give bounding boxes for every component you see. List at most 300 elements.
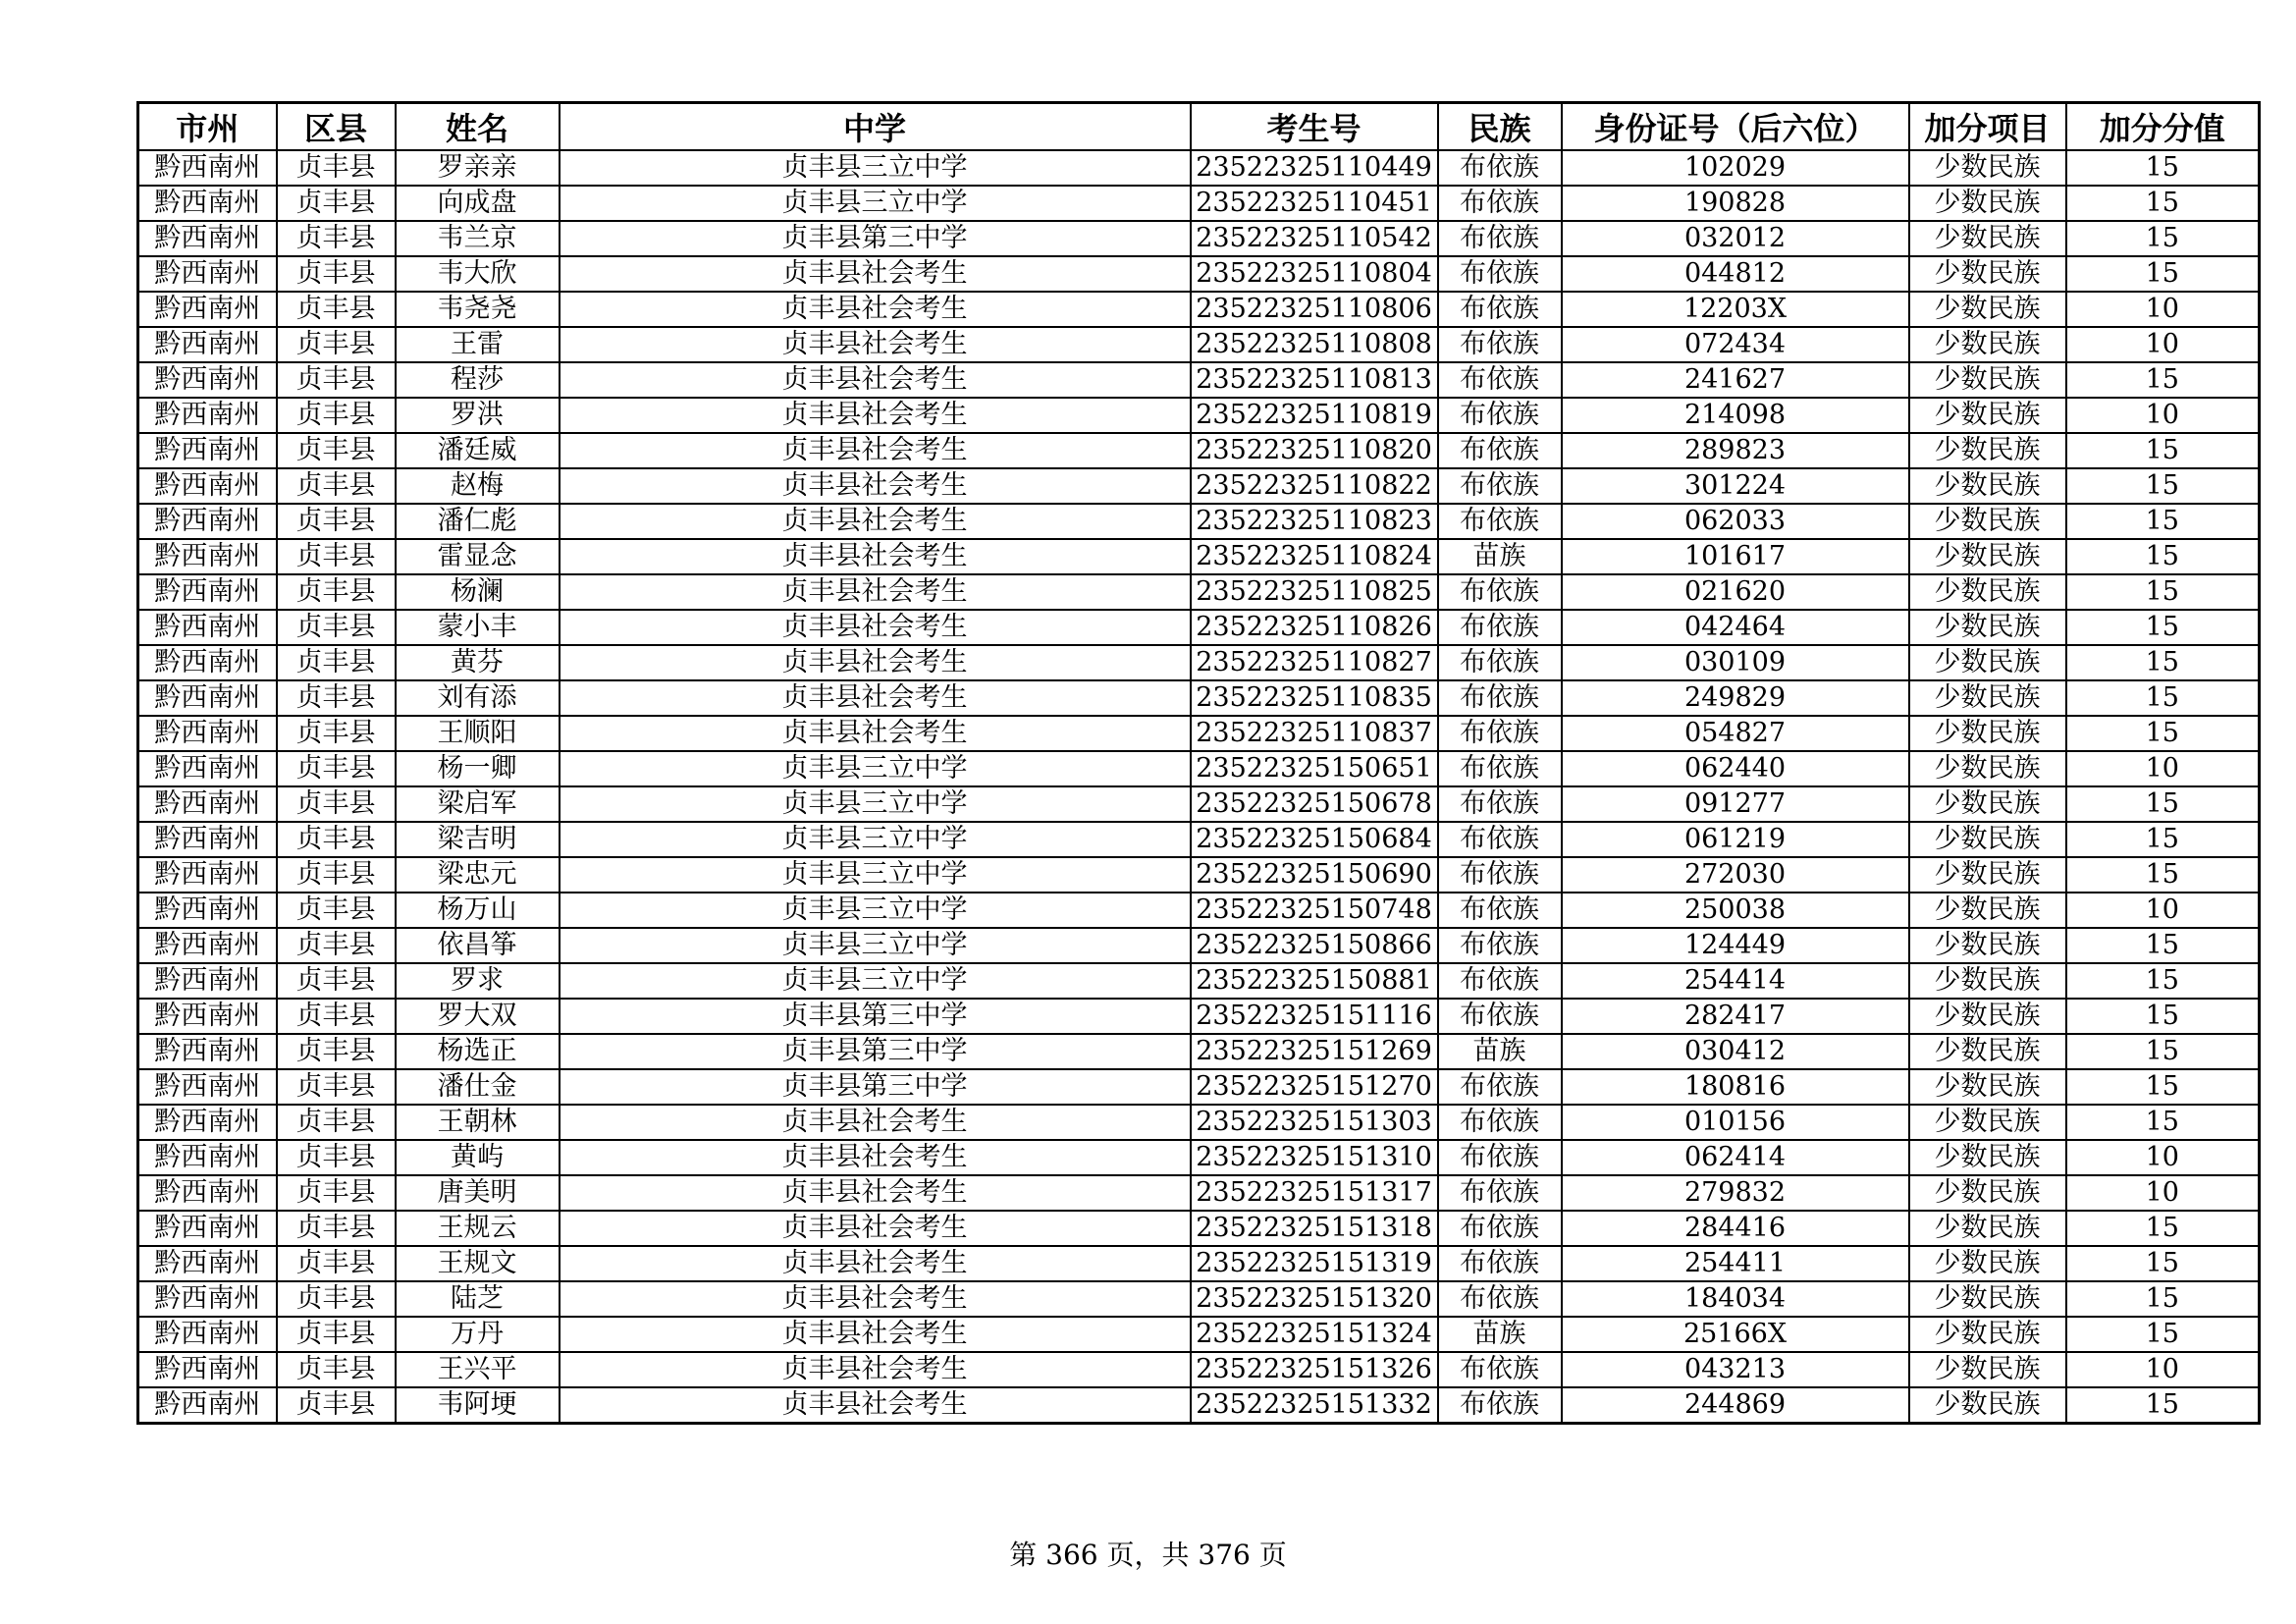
cell-name-column: 杨一卿 <box>396 751 560 786</box>
table-row <box>138 716 2260 751</box>
cell-exam-number-column: 23522325151269 <box>1191 1034 1438 1069</box>
cell-bonus-value-column: 15 <box>2066 1211 2260 1246</box>
cell-county-column: 贞丰县 <box>277 1246 396 1281</box>
cell-city-column: 黔西南州 <box>138 433 277 468</box>
table-row <box>138 645 2260 680</box>
cell-school-column: 贞丰县三立中学 <box>560 928 1191 963</box>
table-row <box>138 468 2260 504</box>
cell-bonus-value-column: 15 <box>2066 468 2260 504</box>
table-row <box>138 221 2260 256</box>
table-row <box>138 539 2260 574</box>
cell-county-column: 贞丰县 <box>277 221 396 256</box>
table-row <box>138 893 2260 928</box>
cell-ethnicity-column: 布依族 <box>1438 398 1562 433</box>
cell-city-column: 黔西南州 <box>138 1105 277 1140</box>
cell-bonus-item-column: 少数民族 <box>1909 645 2066 680</box>
cell-id-suffix-column: 061219 <box>1562 822 1909 857</box>
cell-county-column: 贞丰县 <box>277 1317 396 1352</box>
cell-id-suffix-column: 102029 <box>1562 150 1909 186</box>
cell-county-column: 贞丰县 <box>277 1140 396 1175</box>
cell-id-suffix-column: 190828 <box>1562 186 1909 221</box>
cell-bonus-value-column: 15 <box>2066 610 2260 645</box>
cell-bonus-item-column: 少数民族 <box>1909 786 2066 822</box>
cell-id-suffix-column: 021620 <box>1562 574 1909 610</box>
cell-city-column: 黔西南州 <box>138 963 277 999</box>
cell-county-column: 贞丰县 <box>277 645 396 680</box>
cell-bonus-item-column: 少数民族 <box>1909 256 2066 292</box>
cell-bonus-item-column: 少数民族 <box>1909 433 2066 468</box>
header-school-column: 中学 <box>560 103 1191 151</box>
cell-city-column: 黔西南州 <box>138 1317 277 1352</box>
cell-id-suffix-column: 091277 <box>1562 786 1909 822</box>
cell-id-suffix-column: 301224 <box>1562 468 1909 504</box>
cell-county-column: 贞丰县 <box>277 857 396 893</box>
table-body <box>138 150 2260 1424</box>
cell-id-suffix-column: 101617 <box>1562 539 1909 574</box>
cell-name-column: 王朝林 <box>396 1105 560 1140</box>
table-row <box>138 150 2260 186</box>
cell-bonus-value-column: 10 <box>2066 1175 2260 1211</box>
table-row <box>138 362 2260 398</box>
header-bonus-item-column: 加分项目 <box>1909 103 2066 151</box>
cell-ethnicity-column: 布依族 <box>1438 1140 1562 1175</box>
cell-school-column: 贞丰县第三中学 <box>560 221 1191 256</box>
cell-city-column: 黔西南州 <box>138 1034 277 1069</box>
cell-school-column: 贞丰县社会考生 <box>560 1281 1191 1317</box>
cell-county-column: 贞丰县 <box>277 1352 396 1387</box>
cell-bonus-item-column: 少数民族 <box>1909 1281 2066 1317</box>
cell-city-column: 黔西南州 <box>138 292 277 327</box>
cell-ethnicity-column: 布依族 <box>1438 292 1562 327</box>
cell-bonus-item-column: 少数民族 <box>1909 327 2066 362</box>
cell-ethnicity-column: 布依族 <box>1438 504 1562 539</box>
cell-city-column: 黔西南州 <box>138 1175 277 1211</box>
cell-exam-number-column: 23522325150866 <box>1191 928 1438 963</box>
cell-county-column: 贞丰县 <box>277 256 396 292</box>
cell-bonus-value-column: 15 <box>2066 1317 2260 1352</box>
cell-city-column: 黔西南州 <box>138 1281 277 1317</box>
table-row <box>138 1175 2260 1211</box>
cell-bonus-item-column: 少数民族 <box>1909 822 2066 857</box>
cell-bonus-value-column: 15 <box>2066 256 2260 292</box>
cell-bonus-item-column: 少数民族 <box>1909 221 2066 256</box>
cell-county-column: 贞丰县 <box>277 539 396 574</box>
cell-school-column: 贞丰县社会考生 <box>560 1387 1191 1424</box>
cell-county-column: 贞丰县 <box>277 1105 396 1140</box>
cell-ethnicity-column: 布依族 <box>1438 610 1562 645</box>
cell-city-column: 黔西南州 <box>138 539 277 574</box>
cell-exam-number-column: 23522325110808 <box>1191 327 1438 362</box>
cell-county-column: 贞丰县 <box>277 999 396 1034</box>
cell-county-column: 贞丰县 <box>277 751 396 786</box>
cell-bonus-value-column: 10 <box>2066 893 2260 928</box>
cell-ethnicity-column: 布依族 <box>1438 150 1562 186</box>
cell-exam-number-column: 23522325110824 <box>1191 539 1438 574</box>
cell-bonus-item-column: 少数民族 <box>1909 1105 2066 1140</box>
cell-county-column: 贞丰县 <box>277 398 396 433</box>
cell-bonus-item-column: 少数民族 <box>1909 1317 2066 1352</box>
cell-name-column: 赵梅 <box>396 468 560 504</box>
cell-county-column: 贞丰县 <box>277 574 396 610</box>
table-row <box>138 327 2260 362</box>
cell-bonus-item-column: 少数民族 <box>1909 1211 2066 1246</box>
cell-city-column: 黔西南州 <box>138 1069 277 1105</box>
cell-exam-number-column: 23522325110449 <box>1191 150 1438 186</box>
cell-name-column: 梁忠元 <box>396 857 560 893</box>
table-row <box>138 1105 2260 1140</box>
cell-name-column: 梁吉明 <box>396 822 560 857</box>
cell-bonus-item-column: 少数民族 <box>1909 362 2066 398</box>
cell-city-column: 黔西南州 <box>138 1387 277 1424</box>
cell-city-column: 黔西南州 <box>138 574 277 610</box>
cell-name-column: 刘有添 <box>396 680 560 716</box>
cell-name-column: 蒙小丰 <box>396 610 560 645</box>
cell-bonus-value-column: 15 <box>2066 928 2260 963</box>
cell-exam-number-column: 23522325151326 <box>1191 1352 1438 1387</box>
cell-school-column: 贞丰县社会考生 <box>560 504 1191 539</box>
cell-ethnicity-column: 布依族 <box>1438 893 1562 928</box>
table-header-row <box>138 103 2260 151</box>
cell-school-column: 贞丰县社会考生 <box>560 1211 1191 1246</box>
table-row <box>138 999 2260 1034</box>
cell-school-column: 贞丰县社会考生 <box>560 680 1191 716</box>
cell-bonus-value-column: 15 <box>2066 716 2260 751</box>
cell-bonus-value-column: 15 <box>2066 822 2260 857</box>
cell-bonus-value-column: 15 <box>2066 539 2260 574</box>
table-row <box>138 574 2260 610</box>
cell-ethnicity-column: 布依族 <box>1438 327 1562 362</box>
cell-id-suffix-column: 062440 <box>1562 751 1909 786</box>
cell-school-column: 贞丰县社会考生 <box>560 539 1191 574</box>
table-row <box>138 1069 2260 1105</box>
table-row <box>138 186 2260 221</box>
cell-exam-number-column: 23522325151270 <box>1191 1069 1438 1105</box>
cell-school-column: 贞丰县社会考生 <box>560 292 1191 327</box>
header-id-suffix-column: 身份证号（后六位） <box>1562 103 1909 151</box>
cell-bonus-item-column: 少数民族 <box>1909 574 2066 610</box>
cell-ethnicity-column: 布依族 <box>1438 1069 1562 1105</box>
cell-ethnicity-column: 布依族 <box>1438 1387 1562 1424</box>
cell-ethnicity-column: 布依族 <box>1438 857 1562 893</box>
table-row <box>138 292 2260 327</box>
cell-city-column: 黔西南州 <box>138 504 277 539</box>
cell-bonus-item-column: 少数民族 <box>1909 928 2066 963</box>
cell-id-suffix-column: 249829 <box>1562 680 1909 716</box>
cell-city-column: 黔西南州 <box>138 468 277 504</box>
cell-bonus-value-column: 15 <box>2066 857 2260 893</box>
cell-school-column: 贞丰县社会考生 <box>560 327 1191 362</box>
bonus-points-table <box>136 101 2261 1425</box>
cell-bonus-item-column: 少数民族 <box>1909 539 2066 574</box>
cell-ethnicity-column: 布依族 <box>1438 1175 1562 1211</box>
cell-county-column: 贞丰县 <box>277 150 396 186</box>
cell-ethnicity-column: 布依族 <box>1438 751 1562 786</box>
table-row <box>138 610 2260 645</box>
cell-school-column: 贞丰县社会考生 <box>560 610 1191 645</box>
cell-id-suffix-column: 062414 <box>1562 1140 1909 1175</box>
cell-name-column: 黄芬 <box>396 645 560 680</box>
cell-bonus-item-column: 少数民族 <box>1909 610 2066 645</box>
cell-name-column: 罗亲亲 <box>396 150 560 186</box>
cell-name-column: 潘仁彪 <box>396 504 560 539</box>
table-row <box>138 433 2260 468</box>
cell-name-column: 王兴平 <box>396 1352 560 1387</box>
cell-city-column: 黔西南州 <box>138 362 277 398</box>
cell-county-column: 贞丰县 <box>277 1034 396 1069</box>
cell-id-suffix-column: 054827 <box>1562 716 1909 751</box>
cell-bonus-item-column: 少数民族 <box>1909 1352 2066 1387</box>
cell-school-column: 贞丰县第三中学 <box>560 999 1191 1034</box>
cell-bonus-value-column: 10 <box>2066 292 2260 327</box>
cell-name-column: 唐美明 <box>396 1175 560 1211</box>
cell-id-suffix-column: 180816 <box>1562 1069 1909 1105</box>
cell-id-suffix-column: 072434 <box>1562 327 1909 362</box>
cell-ethnicity-column: 布依族 <box>1438 928 1562 963</box>
table-row <box>138 857 2260 893</box>
cell-bonus-item-column: 少数民族 <box>1909 1069 2066 1105</box>
cell-name-column: 王雷 <box>396 327 560 362</box>
cell-county-column: 贞丰县 <box>277 327 396 362</box>
cell-ethnicity-column: 布依族 <box>1438 999 1562 1034</box>
cell-city-column: 黔西南州 <box>138 1246 277 1281</box>
cell-bonus-value-column: 15 <box>2066 221 2260 256</box>
cell-name-column: 依昌筝 <box>396 928 560 963</box>
cell-name-column: 陆芝 <box>396 1281 560 1317</box>
cell-city-column: 黔西南州 <box>138 716 277 751</box>
cell-exam-number-column: 23522325150651 <box>1191 751 1438 786</box>
cell-id-suffix-column: 184034 <box>1562 1281 1909 1317</box>
cell-school-column: 贞丰县社会考生 <box>560 468 1191 504</box>
cell-bonus-value-column: 15 <box>2066 1281 2260 1317</box>
cell-school-column: 贞丰县三立中学 <box>560 893 1191 928</box>
cell-county-column: 贞丰县 <box>277 362 396 398</box>
cell-name-column: 罗洪 <box>396 398 560 433</box>
cell-id-suffix-column: 272030 <box>1562 857 1909 893</box>
cell-exam-number-column: 23522325110827 <box>1191 645 1438 680</box>
cell-ethnicity-column: 苗族 <box>1438 1317 1562 1352</box>
header-county-column: 区县 <box>277 103 396 151</box>
cell-bonus-item-column: 少数民族 <box>1909 857 2066 893</box>
table-row <box>138 751 2260 786</box>
cell-school-column: 贞丰县社会考生 <box>560 433 1191 468</box>
cell-school-column: 贞丰县三立中学 <box>560 150 1191 186</box>
cell-bonus-value-column: 15 <box>2066 362 2260 398</box>
table-row <box>138 928 2260 963</box>
cell-exam-number-column: 23522325110826 <box>1191 610 1438 645</box>
cell-ethnicity-column: 布依族 <box>1438 822 1562 857</box>
cell-exam-number-column: 23522325110823 <box>1191 504 1438 539</box>
cell-city-column: 黔西南州 <box>138 680 277 716</box>
cell-bonus-value-column: 15 <box>2066 504 2260 539</box>
cell-bonus-item-column: 少数民族 <box>1909 963 2066 999</box>
cell-bonus-value-column: 15 <box>2066 1105 2260 1140</box>
table-row <box>138 786 2260 822</box>
cell-name-column: 梁启军 <box>396 786 560 822</box>
cell-id-suffix-column: 254411 <box>1562 1246 1909 1281</box>
cell-id-suffix-column: 030412 <box>1562 1034 1909 1069</box>
cell-ethnicity-column: 布依族 <box>1438 186 1562 221</box>
cell-name-column: 杨澜 <box>396 574 560 610</box>
cell-bonus-item-column: 少数民族 <box>1909 504 2066 539</box>
cell-exam-number-column: 23522325151310 <box>1191 1140 1438 1175</box>
cell-city-column: 黔西南州 <box>138 857 277 893</box>
cell-bonus-value-column: 15 <box>2066 1387 2260 1424</box>
cell-bonus-value-column: 15 <box>2066 1069 2260 1105</box>
cell-ethnicity-column: 布依族 <box>1438 1105 1562 1140</box>
cell-id-suffix-column: 062033 <box>1562 504 1909 539</box>
cell-name-column: 杨选正 <box>396 1034 560 1069</box>
cell-county-column: 贞丰县 <box>277 1069 396 1105</box>
cell-ethnicity-column: 布依族 <box>1438 680 1562 716</box>
cell-name-column: 罗求 <box>396 963 560 999</box>
cell-city-column: 黔西南州 <box>138 186 277 221</box>
header-ethnicity-column: 民族 <box>1438 103 1562 151</box>
cell-bonus-value-column: 15 <box>2066 786 2260 822</box>
cell-ethnicity-column: 苗族 <box>1438 1034 1562 1069</box>
cell-school-column: 贞丰县社会考生 <box>560 1352 1191 1387</box>
cell-school-column: 贞丰县社会考生 <box>560 574 1191 610</box>
cell-bonus-item-column: 少数民族 <box>1909 716 2066 751</box>
cell-bonus-item-column: 少数民族 <box>1909 751 2066 786</box>
cell-school-column: 贞丰县第三中学 <box>560 1069 1191 1105</box>
cell-bonus-item-column: 少数民族 <box>1909 1175 2066 1211</box>
cell-ethnicity-column: 布依族 <box>1438 786 1562 822</box>
cell-exam-number-column: 23522325151303 <box>1191 1105 1438 1140</box>
table-row <box>138 1140 2260 1175</box>
cell-county-column: 贞丰县 <box>277 1387 396 1424</box>
cell-bonus-value-column: 15 <box>2066 1034 2260 1069</box>
cell-ethnicity-column: 布依族 <box>1438 645 1562 680</box>
cell-id-suffix-column: 124449 <box>1562 928 1909 963</box>
cell-exam-number-column: 23522325110813 <box>1191 362 1438 398</box>
cell-exam-number-column: 23522325150684 <box>1191 822 1438 857</box>
cell-ethnicity-column: 布依族 <box>1438 1281 1562 1317</box>
cell-bonus-item-column: 少数民族 <box>1909 468 2066 504</box>
cell-school-column: 贞丰县社会考生 <box>560 256 1191 292</box>
cell-school-column: 贞丰县三立中学 <box>560 186 1191 221</box>
cell-county-column: 贞丰县 <box>277 1211 396 1246</box>
cell-city-column: 黔西南州 <box>138 928 277 963</box>
cell-school-column: 贞丰县社会考生 <box>560 362 1191 398</box>
cell-city-column: 黔西南州 <box>138 1352 277 1387</box>
header-city-column: 市州 <box>138 103 277 151</box>
cell-id-suffix-column: 289823 <box>1562 433 1909 468</box>
page-number-footer: 第 366 页，共 376 页 <box>1009 1539 1287 1571</box>
cell-school-column: 贞丰县社会考生 <box>560 1246 1191 1281</box>
header-exam-number-column: 考生号 <box>1191 103 1438 151</box>
cell-id-suffix-column: 043213 <box>1562 1352 1909 1387</box>
cell-name-column: 雷显念 <box>396 539 560 574</box>
table-row <box>138 1211 2260 1246</box>
cell-id-suffix-column: 030109 <box>1562 645 1909 680</box>
cell-exam-number-column: 23522325110804 <box>1191 256 1438 292</box>
cell-bonus-value-column: 10 <box>2066 751 2260 786</box>
cell-city-column: 黔西南州 <box>138 150 277 186</box>
cell-exam-number-column: 23522325110837 <box>1191 716 1438 751</box>
header-name-column: 姓名 <box>396 103 560 151</box>
table-row <box>138 822 2260 857</box>
cell-bonus-item-column: 少数民族 <box>1909 150 2066 186</box>
cell-id-suffix-column: 250038 <box>1562 893 1909 928</box>
cell-bonus-value-column: 15 <box>2066 999 2260 1034</box>
cell-exam-number-column: 23522325151319 <box>1191 1246 1438 1281</box>
cell-ethnicity-column: 布依族 <box>1438 1352 1562 1387</box>
cell-id-suffix-column: 279832 <box>1562 1175 1909 1211</box>
cell-bonus-value-column: 10 <box>2066 327 2260 362</box>
cell-name-column: 程莎 <box>396 362 560 398</box>
cell-school-column: 贞丰县三立中学 <box>560 857 1191 893</box>
cell-county-column: 贞丰县 <box>277 822 396 857</box>
cell-ethnicity-column: 布依族 <box>1438 221 1562 256</box>
cell-exam-number-column: 23522325151116 <box>1191 999 1438 1034</box>
cell-county-column: 贞丰县 <box>277 292 396 327</box>
cell-county-column: 贞丰县 <box>277 1175 396 1211</box>
table-row <box>138 963 2260 999</box>
cell-name-column: 王顺阳 <box>396 716 560 751</box>
table-row <box>138 1352 2260 1387</box>
table-row <box>138 1317 2260 1352</box>
cell-ethnicity-column: 布依族 <box>1438 716 1562 751</box>
cell-name-column: 罗大双 <box>396 999 560 1034</box>
cell-name-column: 万丹 <box>396 1317 560 1352</box>
cell-id-suffix-column: 244869 <box>1562 1387 1909 1424</box>
cell-bonus-item-column: 少数民族 <box>1909 292 2066 327</box>
cell-name-column: 韦尧尧 <box>396 292 560 327</box>
cell-exam-number-column: 23522325110835 <box>1191 680 1438 716</box>
cell-county-column: 贞丰县 <box>277 186 396 221</box>
header-bonus-value-column: 加分分值 <box>2066 103 2260 151</box>
cell-id-suffix-column: 254414 <box>1562 963 1909 999</box>
cell-id-suffix-column: 044812 <box>1562 256 1909 292</box>
cell-id-suffix-column: 284416 <box>1562 1211 1909 1246</box>
cell-ethnicity-column: 布依族 <box>1438 433 1562 468</box>
cell-school-column: 贞丰县社会考生 <box>560 398 1191 433</box>
cell-county-column: 贞丰县 <box>277 433 396 468</box>
cell-name-column: 韦兰京 <box>396 221 560 256</box>
cell-school-column: 贞丰县三立中学 <box>560 822 1191 857</box>
cell-bonus-item-column: 少数民族 <box>1909 893 2066 928</box>
table-row <box>138 1281 2260 1317</box>
cell-city-column: 黔西南州 <box>138 751 277 786</box>
cell-name-column: 王规文 <box>396 1246 560 1281</box>
cell-ethnicity-column: 布依族 <box>1438 574 1562 610</box>
cell-exam-number-column: 23522325151324 <box>1191 1317 1438 1352</box>
cell-exam-number-column: 23522325151318 <box>1191 1211 1438 1246</box>
cell-ethnicity-column: 布依族 <box>1438 468 1562 504</box>
cell-school-column: 贞丰县社会考生 <box>560 1140 1191 1175</box>
cell-city-column: 黔西南州 <box>138 786 277 822</box>
cell-city-column: 黔西南州 <box>138 256 277 292</box>
cell-school-column: 贞丰县社会考生 <box>560 1317 1191 1352</box>
cell-bonus-item-column: 少数民族 <box>1909 1387 2066 1424</box>
cell-name-column: 黄屿 <box>396 1140 560 1175</box>
cell-school-column: 贞丰县社会考生 <box>560 716 1191 751</box>
cell-id-suffix-column: 241627 <box>1562 362 1909 398</box>
cell-bonus-item-column: 少数民族 <box>1909 398 2066 433</box>
cell-exam-number-column: 23522325110822 <box>1191 468 1438 504</box>
cell-bonus-item-column: 少数民族 <box>1909 1034 2066 1069</box>
cell-exam-number-column: 23522325151332 <box>1191 1387 1438 1424</box>
cell-bonus-value-column: 15 <box>2066 645 2260 680</box>
cell-name-column: 韦大欣 <box>396 256 560 292</box>
cell-city-column: 黔西南州 <box>138 610 277 645</box>
cell-exam-number-column: 23522325110542 <box>1191 221 1438 256</box>
cell-school-column: 贞丰县社会考生 <box>560 1175 1191 1211</box>
table-row <box>138 398 2260 433</box>
cell-bonus-value-column: 10 <box>2066 1140 2260 1175</box>
cell-bonus-value-column: 15 <box>2066 150 2260 186</box>
cell-school-column: 贞丰县社会考生 <box>560 1105 1191 1140</box>
